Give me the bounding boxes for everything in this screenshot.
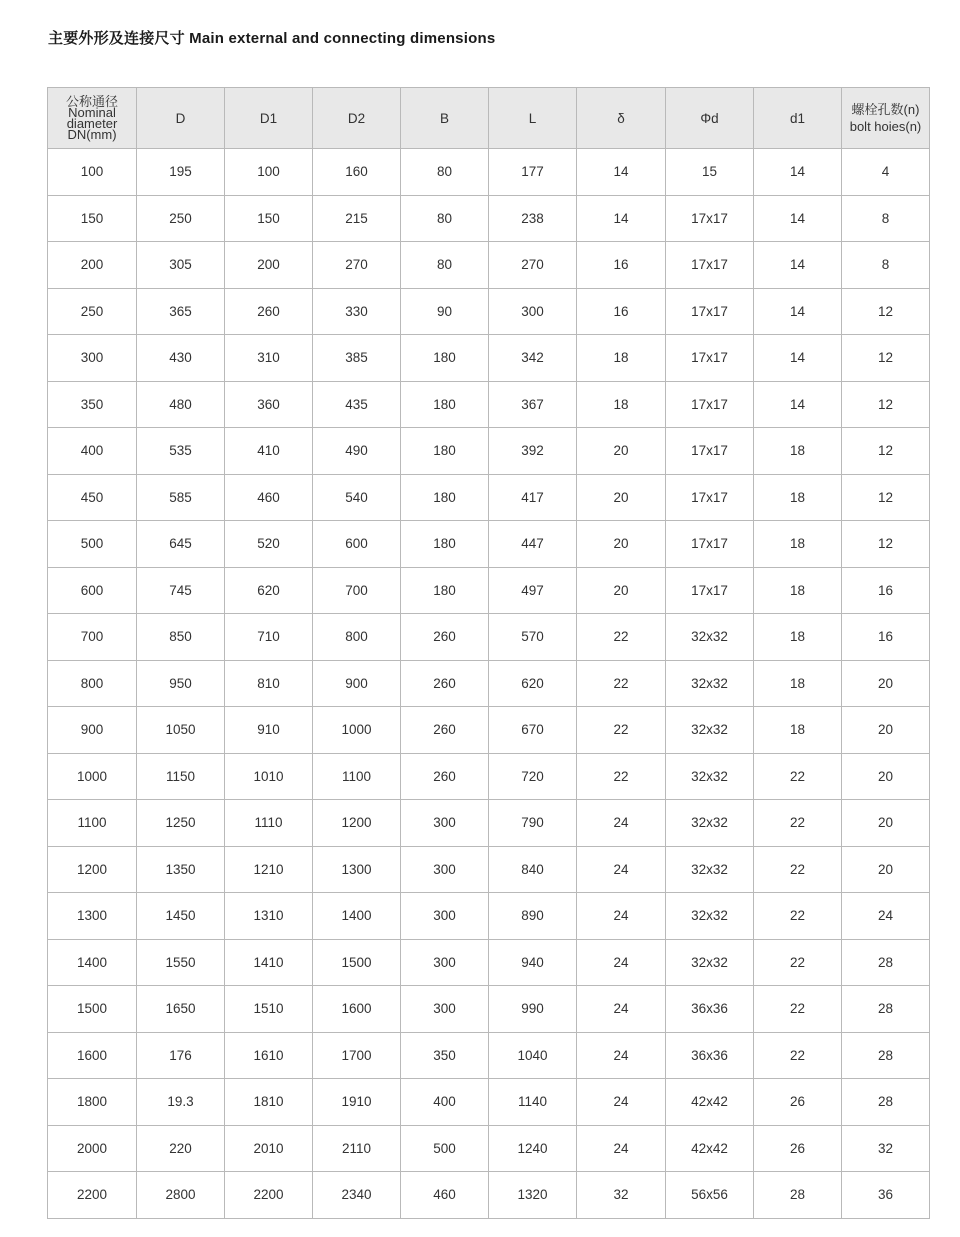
table-cell: 1200 bbox=[313, 800, 401, 847]
header-D2: D2 bbox=[313, 88, 401, 149]
table-row bbox=[48, 474, 930, 521]
table-row bbox=[48, 1032, 930, 1079]
table-row bbox=[48, 288, 930, 335]
table-cell: 16 bbox=[842, 567, 930, 614]
header-phid: Φd bbox=[666, 88, 754, 149]
table-cell: 950 bbox=[137, 660, 225, 707]
table-cell: 180 bbox=[401, 521, 489, 568]
table-cell: 1650 bbox=[137, 986, 225, 1033]
table-cell: 18 bbox=[754, 428, 842, 475]
table-cell: 32 bbox=[577, 1172, 666, 1219]
table-cell: 17x17 bbox=[666, 474, 754, 521]
table-cell: 620 bbox=[489, 660, 577, 707]
table-cell: 540 bbox=[313, 474, 401, 521]
table-cell: 160 bbox=[313, 149, 401, 196]
table-cell: 16 bbox=[577, 242, 666, 289]
table-cell: 8 bbox=[842, 195, 930, 242]
table-cell: 990 bbox=[489, 986, 577, 1033]
header-L: L bbox=[489, 88, 577, 149]
table-cell: 150 bbox=[225, 195, 313, 242]
table-row bbox=[48, 707, 930, 754]
table-cell: 32x32 bbox=[666, 707, 754, 754]
table-cell: 32x32 bbox=[666, 753, 754, 800]
table-cell: 480 bbox=[137, 381, 225, 428]
header-bolt-cn: 螺栓孔数(n) bbox=[851, 102, 920, 117]
table-cell: 1310 bbox=[225, 893, 313, 940]
table-cell: 1150 bbox=[137, 753, 225, 800]
table-cell: 300 bbox=[401, 893, 489, 940]
table-row bbox=[48, 753, 930, 800]
table-cell: 600 bbox=[313, 521, 401, 568]
table-cell: 24 bbox=[577, 846, 666, 893]
table-cell: 600 bbox=[48, 567, 137, 614]
table-cell: 238 bbox=[489, 195, 577, 242]
table-cell: 12 bbox=[842, 288, 930, 335]
table-cell: 19.3 bbox=[137, 1079, 225, 1126]
table-cell: 367 bbox=[489, 381, 577, 428]
table-row bbox=[48, 846, 930, 893]
table-cell: 1000 bbox=[313, 707, 401, 754]
table-cell: 14 bbox=[754, 335, 842, 382]
table-cell: 1700 bbox=[313, 1032, 401, 1079]
table-cell: 42x42 bbox=[666, 1125, 754, 1172]
table-cell: 14 bbox=[754, 149, 842, 196]
table-cell: 1600 bbox=[48, 1032, 137, 1079]
table-row bbox=[48, 1125, 930, 1172]
table-cell: 24 bbox=[577, 1079, 666, 1126]
table-cell: 300 bbox=[48, 335, 137, 382]
table-cell: 42x42 bbox=[666, 1079, 754, 1126]
table-cell: 12 bbox=[842, 521, 930, 568]
table-cell: 520 bbox=[225, 521, 313, 568]
table-cell: 1810 bbox=[225, 1079, 313, 1126]
table-cell: 500 bbox=[48, 521, 137, 568]
table-row bbox=[48, 149, 930, 196]
table-cell: 36x36 bbox=[666, 1032, 754, 1079]
table-cell: 180 bbox=[401, 335, 489, 382]
table-cell: 18 bbox=[754, 707, 842, 754]
table-cell: 305 bbox=[137, 242, 225, 289]
table-cell: 22 bbox=[577, 614, 666, 661]
table-row bbox=[48, 567, 930, 614]
table-cell: 24 bbox=[577, 1125, 666, 1172]
table-row bbox=[48, 242, 930, 289]
table-cell: 12 bbox=[842, 335, 930, 382]
header-bolt-en: bolt hoies(n) bbox=[849, 119, 922, 134]
table-cell: 342 bbox=[489, 335, 577, 382]
table-cell: 100 bbox=[225, 149, 313, 196]
table-cell: 18 bbox=[754, 614, 842, 661]
header-row bbox=[48, 88, 930, 149]
table-cell: 1510 bbox=[225, 986, 313, 1033]
table-cell: 1000 bbox=[48, 753, 137, 800]
table-cell: 17x17 bbox=[666, 195, 754, 242]
table-cell: 447 bbox=[489, 521, 577, 568]
table-cell: 900 bbox=[48, 707, 137, 754]
header-B: B bbox=[401, 88, 489, 149]
table-cell: 1610 bbox=[225, 1032, 313, 1079]
table-cell: 26 bbox=[754, 1125, 842, 1172]
table-cell: 700 bbox=[313, 567, 401, 614]
header-nominal-cn: 公称通径 bbox=[65, 94, 118, 109]
table-cell: 260 bbox=[401, 753, 489, 800]
table-cell: 1100 bbox=[48, 800, 137, 847]
table-cell: 460 bbox=[225, 474, 313, 521]
table-cell: 435 bbox=[313, 381, 401, 428]
table-cell: 1010 bbox=[225, 753, 313, 800]
table-cell: 220 bbox=[137, 1125, 225, 1172]
table-cell: 810 bbox=[225, 660, 313, 707]
table-cell: 20 bbox=[842, 660, 930, 707]
table-cell: 645 bbox=[137, 521, 225, 568]
table-row bbox=[48, 1172, 930, 1219]
table-cell: 177 bbox=[489, 149, 577, 196]
table-cell: 2200 bbox=[48, 1172, 137, 1219]
table-cell: 4 bbox=[842, 149, 930, 196]
table-body bbox=[48, 149, 930, 1219]
table-cell: 8 bbox=[842, 242, 930, 289]
table-cell: 300 bbox=[401, 800, 489, 847]
table-cell: 1500 bbox=[313, 939, 401, 986]
table-cell: 350 bbox=[401, 1032, 489, 1079]
table-cell: 17x17 bbox=[666, 521, 754, 568]
table-cell: 16 bbox=[842, 614, 930, 661]
table-cell: 850 bbox=[137, 614, 225, 661]
table-cell: 720 bbox=[489, 753, 577, 800]
table-cell: 1040 bbox=[489, 1032, 577, 1079]
table-cell: 17x17 bbox=[666, 242, 754, 289]
table-cell: 80 bbox=[401, 149, 489, 196]
table-cell: 670 bbox=[489, 707, 577, 754]
table-cell: 1350 bbox=[137, 846, 225, 893]
table-cell: 16 bbox=[577, 288, 666, 335]
table-cell: 24 bbox=[577, 800, 666, 847]
table-cell: 270 bbox=[489, 242, 577, 289]
table-cell: 2110 bbox=[313, 1125, 401, 1172]
table-cell: 28 bbox=[842, 939, 930, 986]
table-cell: 2200 bbox=[225, 1172, 313, 1219]
table-cell: 22 bbox=[754, 893, 842, 940]
table-cell: 14 bbox=[577, 149, 666, 196]
table-cell: 12 bbox=[842, 428, 930, 475]
table-cell: 1800 bbox=[48, 1079, 137, 1126]
table-cell: 535 bbox=[137, 428, 225, 475]
table-cell: 14 bbox=[754, 195, 842, 242]
table-cell: 24 bbox=[577, 1032, 666, 1079]
table-cell: 180 bbox=[401, 428, 489, 475]
table-cell: 1550 bbox=[137, 939, 225, 986]
table-cell: 180 bbox=[401, 381, 489, 428]
table-cell: 22 bbox=[754, 939, 842, 986]
header-d1: d1 bbox=[754, 88, 842, 149]
table-cell: 2340 bbox=[313, 1172, 401, 1219]
table-cell: 20 bbox=[577, 428, 666, 475]
table-cell: 100 bbox=[48, 149, 137, 196]
table-cell: 585 bbox=[137, 474, 225, 521]
table-cell: 28 bbox=[842, 1032, 930, 1079]
table-cell: 500 bbox=[401, 1125, 489, 1172]
table-cell: 910 bbox=[225, 707, 313, 754]
table-cell: 180 bbox=[401, 474, 489, 521]
page-title: 主要外形及连接尺寸 Main external and connecting dimensions bbox=[48, 30, 496, 47]
table-cell: 176 bbox=[137, 1032, 225, 1079]
table-cell: 150 bbox=[48, 195, 137, 242]
table-cell: 22 bbox=[754, 800, 842, 847]
table-cell: 32x32 bbox=[666, 660, 754, 707]
table-cell: 1600 bbox=[313, 986, 401, 1033]
table-cell: 270 bbox=[313, 242, 401, 289]
table-cell: 80 bbox=[401, 195, 489, 242]
table-cell: 900 bbox=[313, 660, 401, 707]
table-cell: 260 bbox=[225, 288, 313, 335]
dimensions-table bbox=[47, 87, 930, 1219]
table-cell: 90 bbox=[401, 288, 489, 335]
table-row bbox=[48, 195, 930, 242]
table-cell: 20 bbox=[842, 753, 930, 800]
table-cell: 1400 bbox=[48, 939, 137, 986]
table-cell: 430 bbox=[137, 335, 225, 382]
table-cell: 28 bbox=[842, 1079, 930, 1126]
table-cell: 450 bbox=[48, 474, 137, 521]
table-row bbox=[48, 1079, 930, 1126]
header-nominal-en3: DN(mm) bbox=[67, 127, 117, 142]
header-nominal-diameter bbox=[48, 88, 137, 149]
table-cell: 56x56 bbox=[666, 1172, 754, 1219]
table-cell: 570 bbox=[489, 614, 577, 661]
table-cell: 300 bbox=[401, 846, 489, 893]
header-nominal-en1: Nominal bbox=[68, 105, 116, 120]
table-cell: 385 bbox=[313, 335, 401, 382]
header-D1: D1 bbox=[225, 88, 313, 149]
table-cell: 400 bbox=[48, 428, 137, 475]
table-cell: 1200 bbox=[48, 846, 137, 893]
table-cell: 200 bbox=[48, 242, 137, 289]
table-cell: 392 bbox=[489, 428, 577, 475]
table-cell: 417 bbox=[489, 474, 577, 521]
table-cell: 14 bbox=[754, 381, 842, 428]
table-cell: 250 bbox=[137, 195, 225, 242]
header-D: D bbox=[137, 88, 225, 149]
table-cell: 18 bbox=[754, 660, 842, 707]
table-cell: 14 bbox=[754, 288, 842, 335]
table-cell: 20 bbox=[842, 846, 930, 893]
table-cell: 18 bbox=[754, 567, 842, 614]
table-cell: 17x17 bbox=[666, 567, 754, 614]
table-cell: 350 bbox=[48, 381, 137, 428]
table-cell: 12 bbox=[842, 474, 930, 521]
table-cell: 940 bbox=[489, 939, 577, 986]
table-cell: 1300 bbox=[313, 846, 401, 893]
table-row bbox=[48, 800, 930, 847]
table-cell: 890 bbox=[489, 893, 577, 940]
table-row bbox=[48, 428, 930, 475]
table-cell: 22 bbox=[577, 660, 666, 707]
table-cell: 22 bbox=[754, 846, 842, 893]
table-cell: 24 bbox=[577, 939, 666, 986]
table-cell: 745 bbox=[137, 567, 225, 614]
table-cell: 790 bbox=[489, 800, 577, 847]
table-cell: 24 bbox=[577, 986, 666, 1033]
table-cell: 460 bbox=[401, 1172, 489, 1219]
table-cell: 28 bbox=[754, 1172, 842, 1219]
table-row bbox=[48, 893, 930, 940]
table-cell: 14 bbox=[754, 242, 842, 289]
header-delta: δ bbox=[577, 88, 666, 149]
table-cell: 22 bbox=[754, 986, 842, 1033]
table-cell: 365 bbox=[137, 288, 225, 335]
table-cell: 24 bbox=[577, 893, 666, 940]
table-cell: 20 bbox=[577, 474, 666, 521]
table-cell: 410 bbox=[225, 428, 313, 475]
table-row bbox=[48, 521, 930, 568]
table-cell: 80 bbox=[401, 242, 489, 289]
table-cell: 1140 bbox=[489, 1079, 577, 1126]
table-cell: 215 bbox=[313, 195, 401, 242]
table-cell: 260 bbox=[401, 660, 489, 707]
table-cell: 32x32 bbox=[666, 893, 754, 940]
table-cell: 18 bbox=[754, 474, 842, 521]
header-nominal-en2: diameter bbox=[66, 116, 118, 131]
table-cell: 250 bbox=[48, 288, 137, 335]
table-cell: 17x17 bbox=[666, 288, 754, 335]
table-cell: 1110 bbox=[225, 800, 313, 847]
table-cell: 1450 bbox=[137, 893, 225, 940]
table-cell: 22 bbox=[754, 1032, 842, 1079]
table-cell: 17x17 bbox=[666, 335, 754, 382]
table-cell: 800 bbox=[48, 660, 137, 707]
table-cell: 18 bbox=[754, 521, 842, 568]
table-cell: 310 bbox=[225, 335, 313, 382]
table-cell: 22 bbox=[577, 707, 666, 754]
table-row bbox=[48, 939, 930, 986]
table-cell: 300 bbox=[401, 939, 489, 986]
table-cell: 17x17 bbox=[666, 381, 754, 428]
table-cell: 840 bbox=[489, 846, 577, 893]
table-cell: 36x36 bbox=[666, 986, 754, 1033]
table-row bbox=[48, 335, 930, 382]
table-cell: 32x32 bbox=[666, 614, 754, 661]
table-row bbox=[48, 986, 930, 1033]
header-bolt-holes bbox=[842, 88, 930, 149]
table-cell: 20 bbox=[577, 521, 666, 568]
table-cell: 1100 bbox=[313, 753, 401, 800]
table-cell: 17x17 bbox=[666, 428, 754, 475]
table-cell: 1210 bbox=[225, 846, 313, 893]
table-cell: 260 bbox=[401, 707, 489, 754]
table-cell: 1250 bbox=[137, 800, 225, 847]
table-cell: 800 bbox=[313, 614, 401, 661]
table-cell: 700 bbox=[48, 614, 137, 661]
table-cell: 32x32 bbox=[666, 939, 754, 986]
table-cell: 14 bbox=[577, 195, 666, 242]
table-cell: 200 bbox=[225, 242, 313, 289]
table-cell: 300 bbox=[401, 986, 489, 1033]
table-cell: 2010 bbox=[225, 1125, 313, 1172]
table-cell: 1400 bbox=[313, 893, 401, 940]
table-row bbox=[48, 381, 930, 428]
table-cell: 300 bbox=[489, 288, 577, 335]
table-cell: 36 bbox=[842, 1172, 930, 1219]
table-cell: 1910 bbox=[313, 1079, 401, 1126]
table-cell: 12 bbox=[842, 381, 930, 428]
table-cell: 2800 bbox=[137, 1172, 225, 1219]
table-cell: 20 bbox=[842, 800, 930, 847]
table-cell: 360 bbox=[225, 381, 313, 428]
table-cell: 1300 bbox=[48, 893, 137, 940]
table-row bbox=[48, 660, 930, 707]
table-cell: 1240 bbox=[489, 1125, 577, 1172]
table-cell: 1050 bbox=[137, 707, 225, 754]
table-cell: 20 bbox=[577, 567, 666, 614]
table-cell: 15 bbox=[666, 149, 754, 196]
table-cell: 26 bbox=[754, 1079, 842, 1126]
table-cell: 18 bbox=[577, 381, 666, 428]
table-cell: 1500 bbox=[48, 986, 137, 1033]
table-cell: 330 bbox=[313, 288, 401, 335]
table-cell: 32 bbox=[842, 1125, 930, 1172]
table-cell: 32x32 bbox=[666, 800, 754, 847]
table-cell: 24 bbox=[842, 893, 930, 940]
table-cell: 28 bbox=[842, 986, 930, 1033]
table-cell: 620 bbox=[225, 567, 313, 614]
table-cell: 710 bbox=[225, 614, 313, 661]
table-cell: 20 bbox=[842, 707, 930, 754]
table-cell: 490 bbox=[313, 428, 401, 475]
table-cell: 497 bbox=[489, 567, 577, 614]
table-cell: 22 bbox=[577, 753, 666, 800]
table-cell: 260 bbox=[401, 614, 489, 661]
table-row bbox=[48, 614, 930, 661]
table-cell: 22 bbox=[754, 753, 842, 800]
table-cell: 2000 bbox=[48, 1125, 137, 1172]
table-cell: 32x32 bbox=[666, 846, 754, 893]
table-cell: 180 bbox=[401, 567, 489, 614]
table-cell: 195 bbox=[137, 149, 225, 196]
table-cell: 1320 bbox=[489, 1172, 577, 1219]
table-cell: 400 bbox=[401, 1079, 489, 1126]
table-cell: 18 bbox=[577, 335, 666, 382]
table-cell: 1410 bbox=[225, 939, 313, 986]
